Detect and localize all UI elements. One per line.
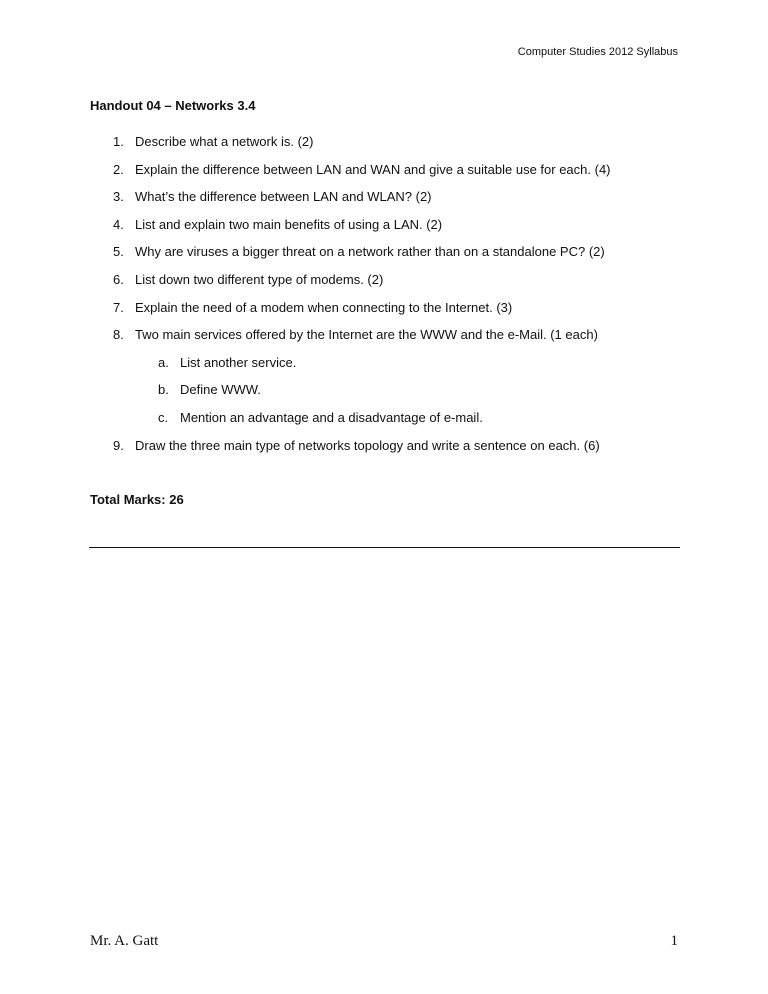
question-number: 6. (113, 271, 124, 287)
question-number: 3. (113, 189, 124, 205)
question-list (90, 133, 680, 464)
question-text: Describe what a network is. (2) (135, 134, 314, 149)
question-text: List down two different type of modems. (2) (135, 271, 384, 287)
question-text: Explain the difference between LAN and WAN and give a suitable use for each. (4) (135, 161, 611, 177)
subquestion-item (90, 381, 680, 409)
question-number: 5. (113, 244, 124, 260)
subquestion-item (90, 409, 680, 437)
page-header: Computer Studies 2012 Syllabus (517, 46, 678, 58)
subquestion-letter: b. (158, 382, 169, 398)
subquestion-text: Define WWW. (180, 382, 261, 398)
subquestion-text: Mention an advantage and a disadvantage of e-mail. (180, 409, 483, 425)
page-number: 1 (670, 933, 678, 949)
question-text: Why are viruses a bigger threat on a network rather than on a standalone PC? (2) (135, 244, 605, 260)
question-text: Explain the need of a modem when connecting to the Internet. (3) (135, 299, 513, 315)
question-text: List and explain two main benefits of using a LAN. (2) (135, 216, 443, 232)
question-text: Two main services offered by the Internet are the WWW and the e-Mail. (1 each) (135, 327, 598, 343)
subquestion-letter: c. (158, 409, 169, 425)
question-item (90, 133, 680, 161)
question-number: 1. (113, 134, 124, 149)
question-item (90, 299, 680, 327)
question-number: 8. (113, 327, 124, 343)
subquestion-item (90, 354, 680, 382)
handout-title: Handout 04 – Networks 3.4 (90, 98, 256, 113)
question-number: 4. (113, 216, 124, 232)
question-number: 2. (113, 161, 124, 177)
subquestion-letter: a. (158, 354, 169, 370)
question-item (90, 161, 680, 189)
question-text: What’s the difference between LAN and WLAN? (2) (135, 189, 432, 205)
subquestion-text: List another service. (180, 354, 297, 370)
horizontal-rule (89, 547, 680, 548)
question-number: 7. (113, 299, 124, 315)
question-item (90, 216, 680, 244)
footer-author: Mr. A. Gatt (90, 933, 159, 949)
question-number: 9. (113, 437, 124, 453)
question-item (90, 188, 680, 216)
question-item (90, 437, 680, 465)
question-item (90, 271, 680, 299)
question-item (90, 243, 680, 271)
question-item (90, 326, 680, 354)
question-text: Draw the three main type of networks topology and write a sentence on each. (6) (135, 437, 600, 453)
total-marks: Total Marks: 26 (90, 492, 184, 507)
